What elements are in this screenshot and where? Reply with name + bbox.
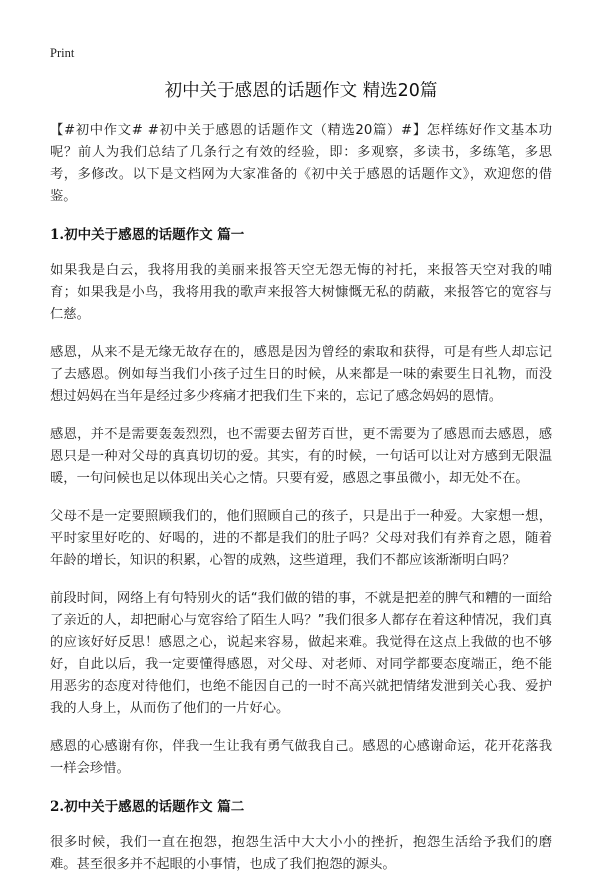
section-2 [50, 796, 552, 876]
section-1 [50, 224, 552, 780]
document-body [50, 120, 552, 892]
paragraph: 父母不是一定要照顾我们的，他们照顾自己的孩子，只是出于一种爱。大家想一想，平时家里好吃的、好喝的，进的不都是我们的肚子吗？父母对我们有养育之恩，随着年龄的增长，知识的积累，心智的成熟，这些道理，我们不都应该渐渐明白吗？ [50, 509, 552, 568]
paragraph: 感恩的心感谢有你，伴我一生让我有勇气做我自己。感恩的心感谢命运，花开花落我一样会珍惜。 [50, 739, 552, 776]
section-heading: 1.初中关于感恩的话题作文 篇一 [50, 227, 245, 243]
paragraph: 如果我是白云，我将用我的美丽来报答天空无怨无悔的衬托，来报答天空对我的哺育；如果我是小鸟，我将用我的歌声来报答大树慷慨无私的荫蔽，来报答它的宽容与仁慈。 [50, 263, 552, 322]
page-title: 初中关于感恩的话题作文 精选20篇 [164, 81, 438, 101]
print-label: Print [50, 46, 75, 60]
paragraph: 感恩，并不是需要轰轰烈烈，也不需要去留芳百世，更不需要为了感恩而去感恩，感恩只是一种对父母的真真切切的爱。其实，有的时候，一句话可以让对方感到无限温暖，一句问候也足以体现出关心之情。只要有爱，感恩之事虽微小，却无处不在。 [50, 427, 552, 486]
paragraph: 很多时候，我们一直在抱怨，抱怨生活中大大小小的挫折，抱怨生活给予我们的磨难。甚至很多并不起眼的小事情，也成了我们抱怨的源头。 [50, 835, 552, 872]
section-heading: 2.初中关于感恩的话题作文 篇二 [50, 799, 245, 815]
paragraph: 前段时间，网络上有句特别火的话“我们做的错的事，不就是把差的脾气和糟的一面给了亲近的人，却把耐心与宽容给了陌生人吗？”我们很多人都存在着这种情况，我们真的应该好好反思！感恩之心，说起来容易，做起来难。我觉得在这点上我做的也不够好，自此以后，我一定要懂得感恩，对父母、对老师、对同学都要态度端正，绝不能用恶劣的态度对待他们，也绝不能因自己的一时不高兴就把情绪发泄到关心我、爱护我的人身上，从而伤了他们的一片好心。 [50, 591, 552, 716]
paragraph: 感恩，从来不是无缘无故存在的，感恩是因为曾经的索取和获得，可是有些人却忘记了去感恩。例如每当我们小孩子过生日的时候，从来都是一味的索要生日礼物，而没想过妈妈在当年是经过多少疼痛才把我们生下来的，忘记了感念妈妈的恩情。 [50, 345, 552, 404]
intro-paragraph: 【#初中作文# #初中关于感恩的话题作文（精选20篇）#】怎样练好作文基本功呢？前人为我们总结了几条行之有效的经验，即：多观察，多读书，多练笔，多思考，多修改。以下是文档网为大家准备的《初中关于感恩的话题作文》，欢迎您的借鉴。 [50, 123, 552, 204]
